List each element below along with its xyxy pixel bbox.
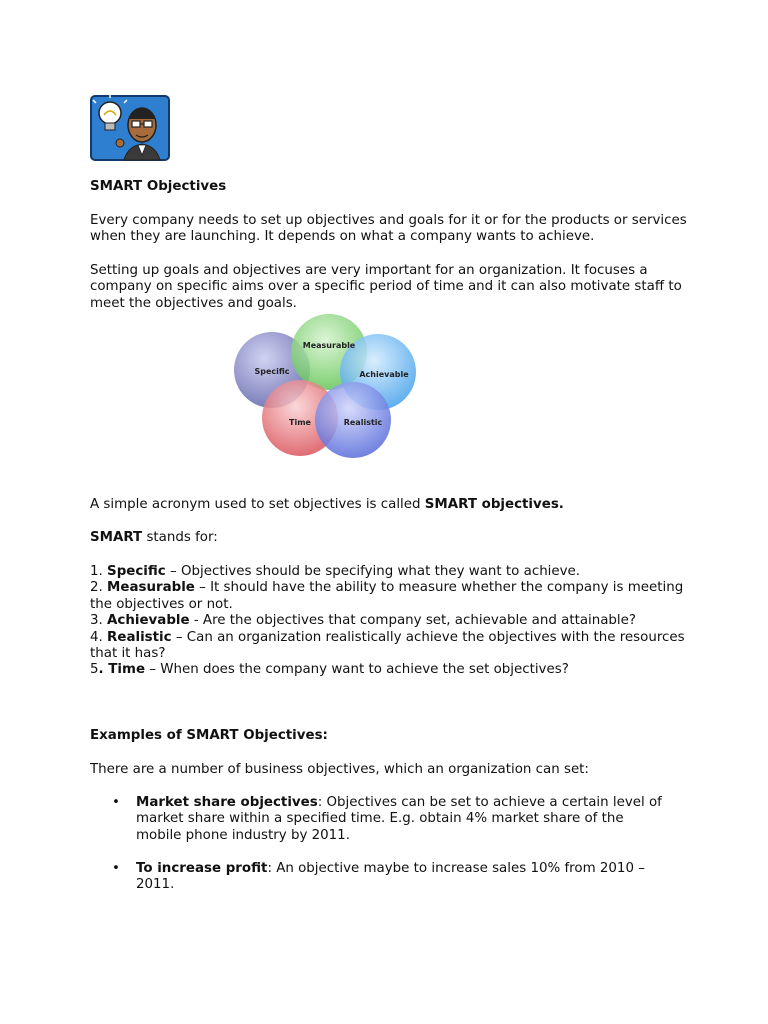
intro-paragraph-2: Setting up goals and objectives are very important for an organization. It focuses a company on specific aims over a specific period of time and it can also motivate staff to meet the objectives and goals.	[90, 263, 682, 311]
item-number: 4.	[90, 629, 108, 645]
stands-for-line	[90, 530, 690, 546]
item-number: 3.	[90, 613, 108, 629]
list-item	[90, 580, 690, 613]
item-number: 5	[90, 662, 99, 678]
examples-bullet-list-2	[90, 861, 690, 894]
realistic-label: Realistic	[343, 418, 383, 427]
intro-paragraph-1: Every company needs to set up objectives and goals for it or for the products or services when they are launching. It depends on what a company wants to achieve.	[90, 213, 687, 245]
bullet-term: To increase profit	[136, 861, 268, 876]
page-title: SMART Objectives	[90, 179, 227, 194]
item-term: Measurable	[107, 580, 195, 596]
examples-bullet-list	[90, 795, 690, 844]
bullet-description: : An objective maybe to increase sales 10% from 2010 – 2011.	[136, 861, 645, 893]
bullet-glyph: •	[112, 795, 120, 810]
acronym-bold: SMART objectives.	[424, 497, 564, 512]
stands-for-text: stands for:	[142, 530, 218, 545]
list-item	[90, 861, 666, 894]
stands-for-bold: SMART	[90, 530, 143, 545]
list-item	[90, 613, 690, 629]
item-number: 1.	[90, 564, 108, 579]
item-term: Achievable	[107, 613, 190, 629]
lightbulb-idea-clipart-icon	[90, 95, 170, 161]
achievable-label: Achievable	[359, 370, 409, 379]
item-description: – Objectives should be specifying what they want to achieve.	[165, 564, 581, 579]
item-description: – When does the company want to achieve the set objectives?	[145, 662, 569, 678]
acronym-line	[90, 497, 690, 513]
list-item	[90, 795, 666, 844]
item-description: – It should have the ability to measure whether the company is meeting the objectives or not.	[90, 580, 684, 612]
examples-intro: There are a number of business objectives, which an organization can set:	[90, 762, 589, 777]
bullet-term: Market share objectives	[136, 795, 318, 810]
item-term: . Time	[98, 662, 146, 678]
bullet-description: : Objectives can be set to achieve a certain level of market share within a specified time. E.g. obtain 4% market share of the mobile phone industry by 2011.	[136, 795, 662, 843]
item-term: Specific	[107, 564, 166, 579]
item-description: – Can an organization realistically achieve the objectives with the resources that it has?	[90, 629, 685, 662]
list-item	[90, 662, 690, 678]
specific-label: Specific	[254, 367, 290, 376]
smart-definitions-list	[90, 564, 690, 679]
list-item	[90, 630, 690, 663]
item-number: 2.	[90, 580, 108, 596]
examples-heading: Examples of SMART Objectives:	[90, 728, 328, 743]
smart-venn-diagram	[228, 310, 424, 466]
acronym-text: A simple acronym used to set objectives is called	[90, 497, 425, 512]
item-term: Realistic	[107, 629, 172, 645]
item-description: - Are the objectives that company set, achievable and attainable?	[189, 613, 636, 629]
time-label: Time	[289, 418, 311, 427]
measurable-label: Measurable	[302, 341, 356, 350]
list-item	[90, 564, 690, 580]
bullet-glyph: •	[112, 861, 120, 876]
